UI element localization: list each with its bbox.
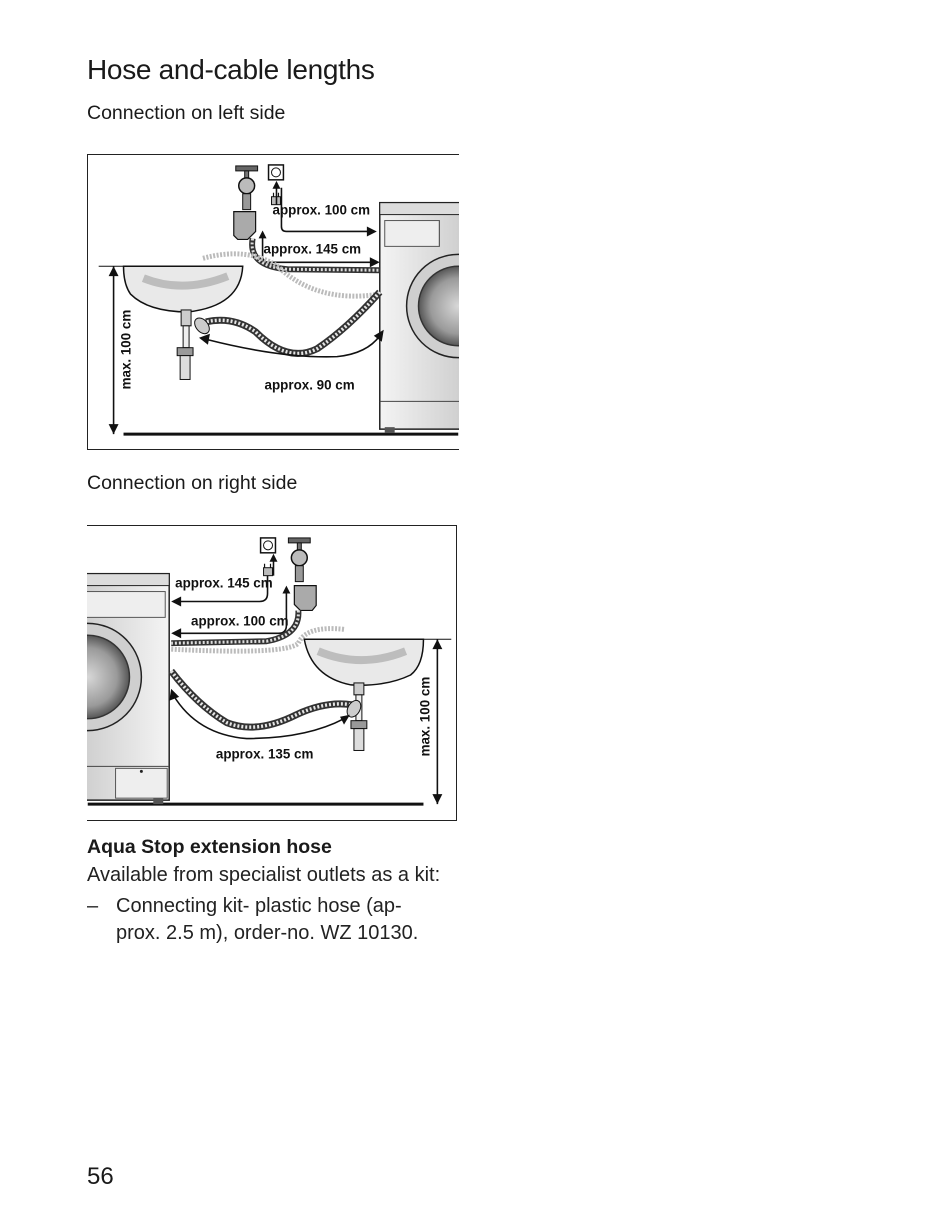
label-drain-hose: approx. 135 cm — [215, 746, 314, 762]
label-power-cable: approx. 100 cm — [272, 202, 371, 218]
page-number: 56 — [87, 1163, 114, 1190]
label-max-height: max. 100 cm — [118, 309, 134, 390]
label-max-height: max. 100 cm — [417, 676, 433, 757]
left-connection-diagram — [87, 154, 459, 450]
washing-machine — [87, 574, 169, 804]
list-item-line-1: Connecting kit- plastic hose (ap- — [116, 895, 402, 917]
drain-hose — [171, 671, 352, 727]
list-item — [87, 893, 447, 947]
left-connection-heading: Connection on left side — [87, 102, 286, 124]
label-inlet-hose: approx. 145 cm — [263, 241, 362, 257]
aqua-stop-list — [87, 893, 447, 947]
aqua-stop-heading: Aqua Stop extension hose — [87, 836, 332, 858]
list-bullet: – — [87, 895, 99, 917]
aqua-stop-intro: Available from specialist outlets as a kit: — [87, 864, 441, 886]
label-drain-hose: approx. 90 cm — [264, 377, 355, 393]
label-power-cable: approx. 100 cm — [191, 613, 289, 629]
list-item-line-2: prox. 2.5 m), order-no. WZ 10130. — [116, 922, 419, 944]
right-connection-diagram — [87, 525, 457, 821]
sink — [304, 639, 423, 750]
right-connection-heading: Connection on right side — [87, 472, 298, 494]
page-title: Hose and-cable lengths — [87, 54, 375, 85]
washing-machine — [380, 203, 459, 433]
label-inlet-hose: approx. 145 cm — [175, 575, 273, 591]
water-tap-icon — [234, 166, 258, 240]
water-tap-icon — [288, 538, 316, 611]
